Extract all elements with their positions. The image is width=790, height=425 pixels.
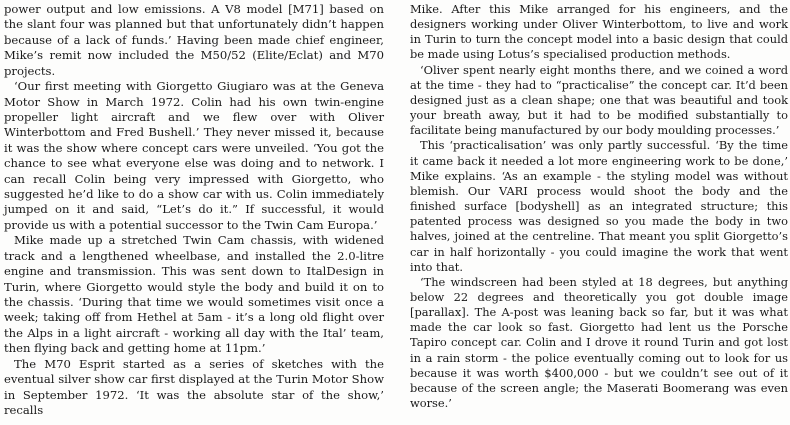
paragraph: ‘Our first meeting with Giorgetto Giugiaro was at the Geneva Motor Show in March 1972. Colin had his own twin-engine propeller light aircraft and we flew over with Oliver Winterbottom and Fred Bushell.’ They never missed it, because it was the show where concept cars were unveiled. ‘You got the chance to see what everyone else was doing and to network. I can recall Colin being very impressed with Giorgetto, who suggested he’d like to do a show car with us. Colin immediately jumped on it and said, “Let’s do it.” If successful, it would provide us with a potential successor to the Twin Cam Europa.’ [4,79,384,232]
paragraph: power output and low emissions. A V8 model [M71] based on the slant four was planned but that unfortunately didn’t happen because of a lack of funds.’ Having been made chief engineer, Mike’s remit now included the M50/52 (Elite/Eclat) and M70 projects. [4,2,384,78]
paragraph: Mike made up a stretched Twin Cam chassis, with widened track and a lengthened wheelbase, and installed the 2.0-litre engine and transmission. This was sent down to ItalDesign in Turin, where Giorgetto would style the body and build it on to the chassis. ‘During that time we would sometimes visit once a week; taking off from Hethel at 5am - it’s a long old flight over the Alps in a light aircraft - working all day with the Ital’ team, then flying back and getting home at 11pm.’ [4,233,384,356]
right-column [410,2,788,411]
paragraph: ‘The windscreen had been styled at 18 degrees, but anything below 22 degrees and theoretically you got double image [parallax]. The A-post was leaning back so far, but it was what made the car look so fast. Giorgetto had lent us the Porsche Tapiro concept car. Colin and I drove it round Turin and got lost in a rain storm - the police eventually coming out to look for us because it was worth $400,000 - but we couldn’t see out of it because of the screen angle; the Maserati Boomerang was even worse.’ [410,274,788,411]
paragraph: Mike. After this Mike arranged for his engineers, and the designers working under Oliver Winterbottom, to live and work in Turin to turn the concept model into a basic design that could be made using Lotus’s specialised production methods. [410,2,788,62]
paragraph: The M70 Esprit started as a series of sketches with the eventual silver show car first displayed at the Turin Motor Show in September 1972. ‘It was the absolute star of the show,’ recalls [4,356,384,417]
paragraph: ‘Oliver spent nearly eight months there, and we coined a word at the time - they had to “practicalise” the concept car. It’d been designed just as a clean shape; one that was beautiful and took your breath away, but it had to be modified substantially to facilitate being manufactured by our body moulding processes.’ [410,62,788,138]
left-column [4,2,384,418]
paragraph: This ‘practicalisation’ was only partly successful. ‘By the time it came back it needed a lot more engineering work to be done,’ Mike explains. ‘As an example - the styling model was without blemish. Our VARI process would shoot the body and the finished surface [bodyshell] as an integrated structure; this patented process was designed so you made the body in two halves, joined at the centreline. That meant you split Giorgetto’s car in half horizontally - you could imagine the work that went into that. [410,138,788,274]
